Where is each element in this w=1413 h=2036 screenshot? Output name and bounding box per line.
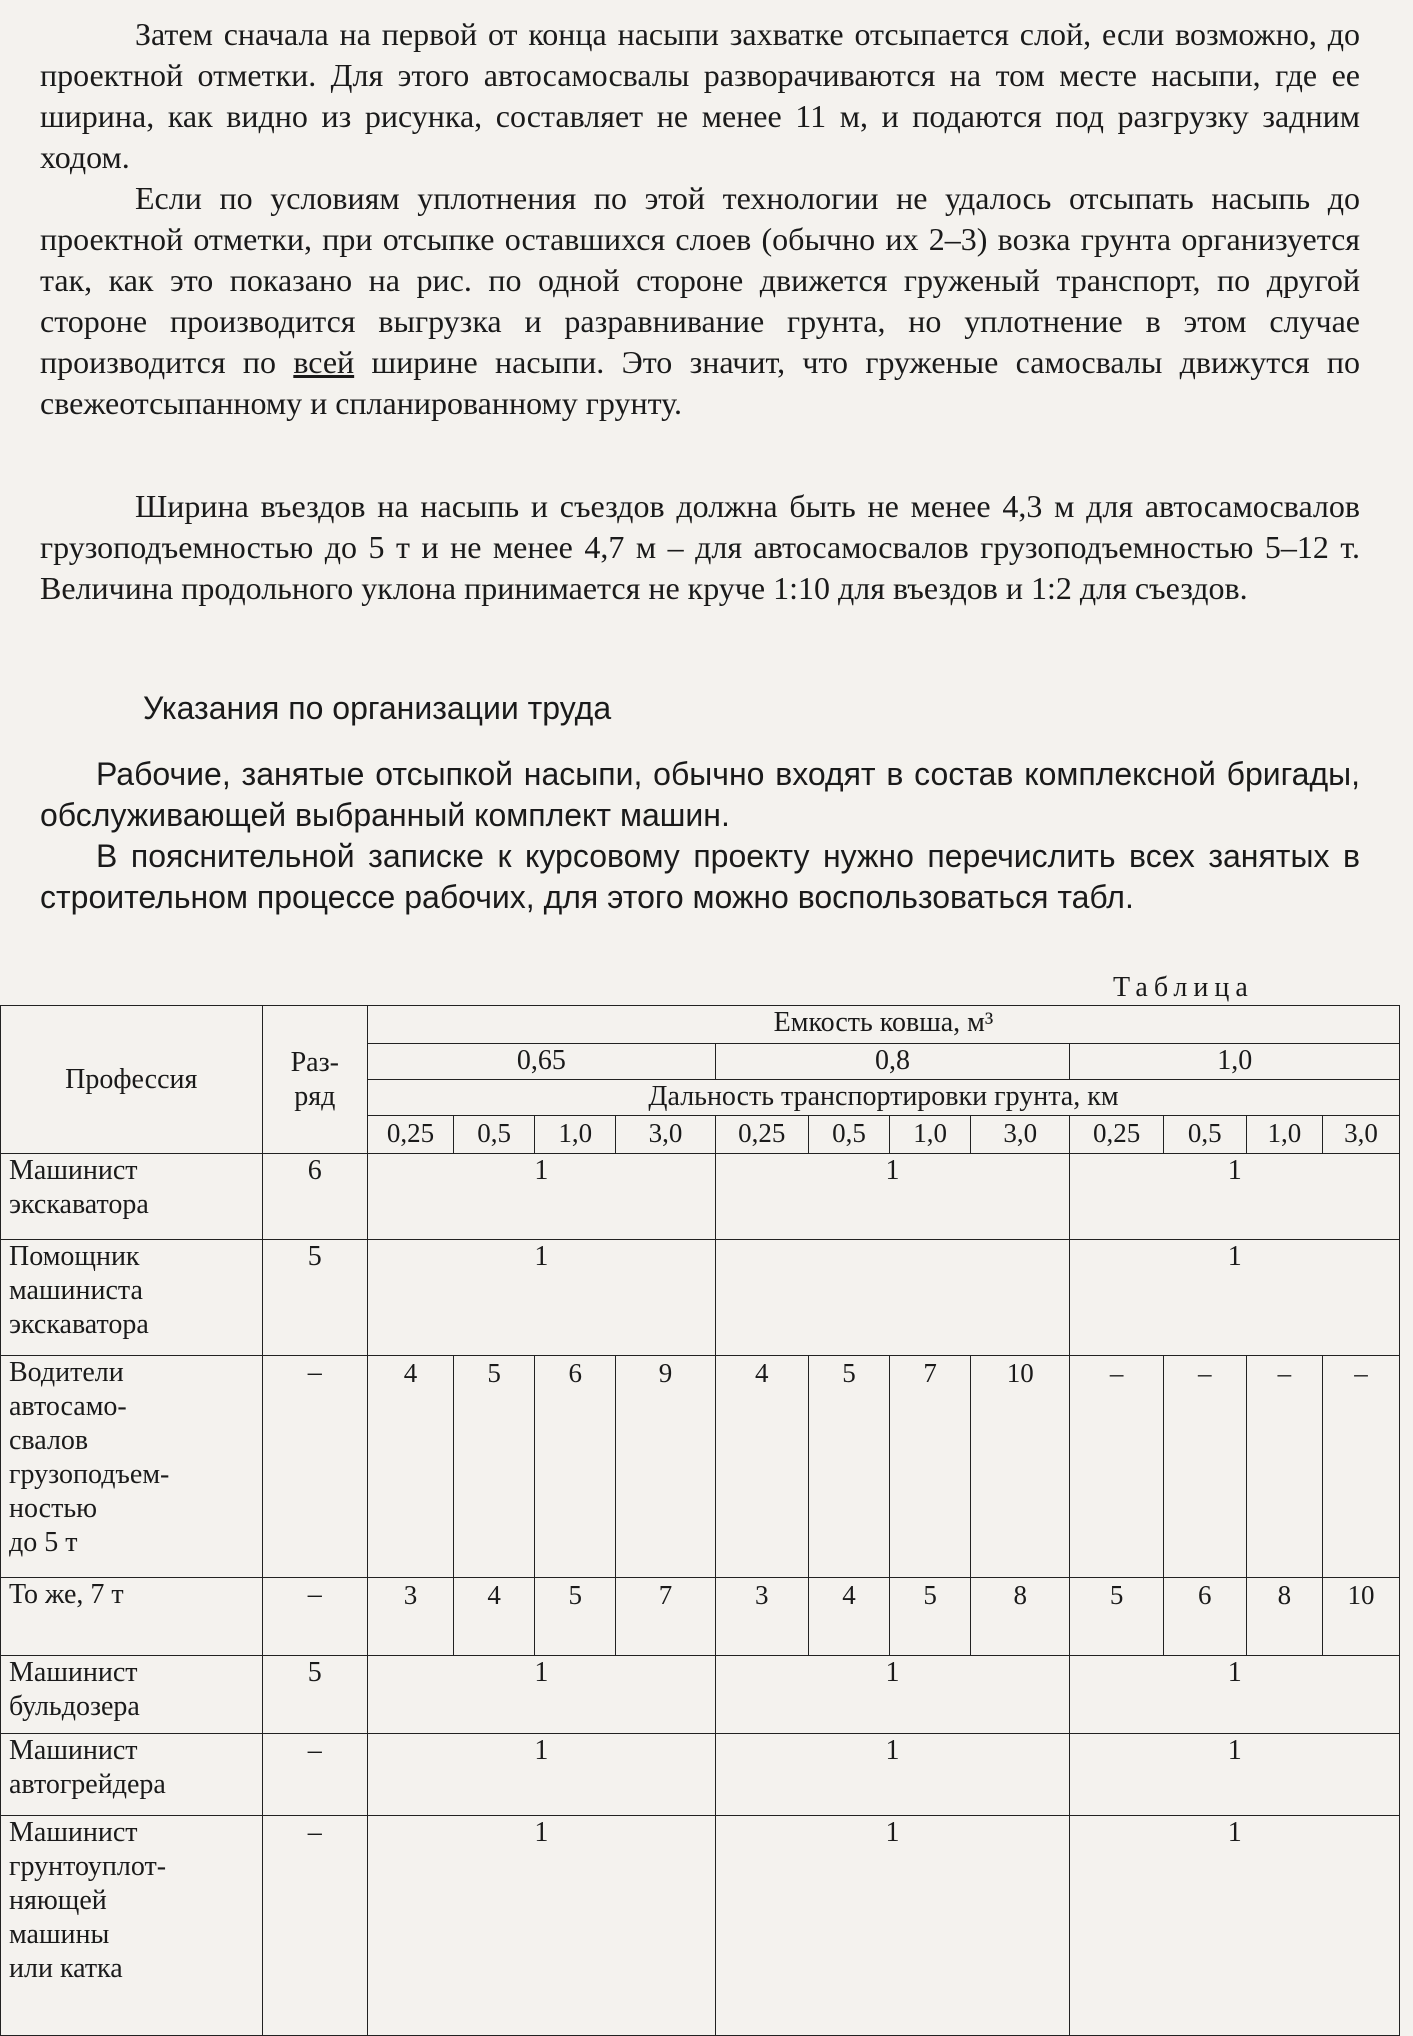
header-distance-0: 0,25: [367, 1116, 453, 1154]
value-cell: 6: [535, 1356, 616, 1578]
rank-cell: 6: [262, 1154, 367, 1240]
paragraph-3-text: Ширина въездов на насыпь и съездов должна быть не менее 4,3 м для автосамосвалов грузоподъемностью до 5 т и не менее 4,7 м – для автосамосвалов грузоподъемностью 5–12 т. Величина продольного уклона принимается не круче 1:10 для въездов и 1:2 для съездов.: [40, 488, 1360, 606]
value-cell: 10: [971, 1356, 1070, 1578]
section-heading: Указания по организации труда: [143, 690, 612, 726]
group-value-cell: 1: [367, 1656, 715, 1734]
table-caption: Таблица: [1113, 972, 1254, 1003]
header-distance-5: 0,5: [808, 1116, 889, 1154]
value-cell: 4: [715, 1356, 808, 1578]
value-cell: –: [1163, 1356, 1246, 1578]
rank-cell: –: [262, 1578, 367, 1656]
paragraph-3: [40, 486, 1360, 609]
header-distance-8: 0,25: [1070, 1116, 1163, 1154]
value-cell: 8: [1246, 1578, 1322, 1656]
value-cell: 10: [1322, 1578, 1399, 1656]
paragraph-5: [40, 836, 1360, 918]
underlined-word: всей: [293, 344, 355, 380]
value-cell: 8: [971, 1578, 1070, 1656]
group-value-cell: 1: [1070, 1240, 1400, 1356]
header-bucket-1: 0,8: [715, 1044, 1070, 1080]
paragraph-4: [40, 754, 1360, 836]
header-distance: Дальность транспортировки грунта, км: [367, 1080, 1399, 1116]
rank-cell: 5: [262, 1240, 367, 1356]
table-row: [1, 1240, 1400, 1356]
group-value-cell: 1: [367, 1154, 715, 1240]
value-cell: 4: [367, 1356, 453, 1578]
group-value-cell: 1: [715, 1734, 1070, 1816]
paragraph-2: [40, 178, 1360, 424]
table-row: [1, 1734, 1400, 1816]
profession-cell: Машинист бульдозера: [1, 1656, 263, 1734]
table-row: [1, 1154, 1400, 1240]
profession-cell: То же, 7 т: [1, 1578, 263, 1656]
group-value-cell: 1: [715, 1656, 1070, 1734]
header-rank: Раз- ряд: [262, 1006, 367, 1154]
group-value-cell: 1: [1070, 1154, 1400, 1240]
rank-cell: –: [262, 1734, 367, 1816]
header-bucket-2: 1,0: [1070, 1044, 1400, 1080]
profession-cell: Машинист экскаватора: [1, 1154, 263, 1240]
header-distance-10: 1,0: [1246, 1116, 1322, 1154]
group-value-cell: 1: [367, 1240, 715, 1356]
value-cell: –: [1322, 1356, 1399, 1578]
group-value-cell: [715, 1240, 1070, 1356]
profession-cell: Машинист автогрейдера: [1, 1734, 263, 1816]
paragraph-5-text: В пояснительной записке к курсовому проекту нужно перечислить всех занятых в строительном процессе рабочих, для этого можно воспользоваться табл.: [40, 838, 1360, 915]
header-distance-3: 3,0: [616, 1116, 715, 1154]
value-cell: 6: [1163, 1578, 1246, 1656]
value-cell: 5: [1070, 1578, 1163, 1656]
header-distance-6: 1,0: [890, 1116, 971, 1154]
paragraph-2-text-end: ширине насыпи. Это значит, что груженые самосвалы движутся по свежеотсыпанному и спланированному грунту.: [40, 344, 1361, 421]
table-row: [1, 1356, 1400, 1578]
group-value-cell: 1: [367, 1816, 715, 2036]
group-value-cell: 1: [1070, 1656, 1400, 1734]
table-row: [1, 1578, 1400, 1656]
profession-cell: Водители автосамо- свалов грузоподъем- ностью до 5 т: [1, 1356, 263, 1578]
group-value-cell: 1: [715, 1154, 1070, 1240]
header-bucket-0: 0,65: [367, 1044, 715, 1080]
group-value-cell: 1: [1070, 1734, 1400, 1816]
paragraph-2-text: Если по условиям уплотнения по этой технологии не удалось отсыпать насыпь до проектной отметки, при отсыпке оставшихся слоев (обычно их 2–3) возка грунта организуется так, как это показано на рис. по одной стороне движется груженый транспорт, по другой стороне производится выгрузка и разравнивание грунта, но уплотнение в этом случае производится по: [40, 180, 1360, 380]
value-cell: 4: [454, 1578, 535, 1656]
paragraph-4-text: Рабочие, занятые отсыпкой насыпи, обычно входят в состав комплексной бригады, обслуживающей выбранный комплект машин.: [40, 756, 1360, 833]
value-cell: 3: [367, 1578, 453, 1656]
paragraph-1-text: Затем сначала на первой от конца насыпи захватке отсыпается слой, если возможно, до проектной отметки. Для этого автосамосвалы разворачиваются на том месте насыпи, где ее ширина, как видно из рисунка, составляет не менее 11 м, и подаются под разгрузку задним ходом.: [40, 16, 1360, 175]
header-distance-2: 1,0: [535, 1116, 616, 1154]
header-distance-7: 3,0: [971, 1116, 1070, 1154]
value-cell: 7: [890, 1356, 971, 1578]
header-distance-11: 3,0: [1322, 1116, 1399, 1154]
value-cell: 5: [808, 1356, 889, 1578]
value-cell: 3: [715, 1578, 808, 1656]
rank-cell: 5: [262, 1656, 367, 1734]
header-profession: Профессия: [1, 1006, 263, 1154]
value-cell: 5: [890, 1578, 971, 1656]
value-cell: 9: [616, 1356, 715, 1578]
paragraph-1: [40, 14, 1360, 178]
group-value-cell: 1: [1070, 1816, 1400, 2036]
table-row: [1, 1656, 1400, 1734]
group-value-cell: 1: [715, 1816, 1070, 2036]
table-row: [1, 1816, 1400, 2036]
group-value-cell: 1: [367, 1734, 715, 1816]
header-distance-1: 0,5: [454, 1116, 535, 1154]
value-cell: 7: [616, 1578, 715, 1656]
header-distance-4: 0,25: [715, 1116, 808, 1154]
value-cell: 5: [535, 1578, 616, 1656]
value-cell: –: [1070, 1356, 1163, 1578]
crew-table: [0, 1005, 1400, 2036]
profession-cell: Машинист грунтоуплот- няющей машины или катка: [1, 1816, 263, 2036]
header-bucket-capacity: Емкость ковша, м³: [367, 1006, 1399, 1044]
profession-cell: Помощник машиниста экскаватора: [1, 1240, 263, 1356]
header-distance-9: 0,5: [1163, 1116, 1246, 1154]
value-cell: 4: [808, 1578, 889, 1656]
rank-cell: –: [262, 1356, 367, 1578]
value-cell: 5: [454, 1356, 535, 1578]
value-cell: –: [1246, 1356, 1322, 1578]
rank-cell: –: [262, 1816, 367, 2036]
